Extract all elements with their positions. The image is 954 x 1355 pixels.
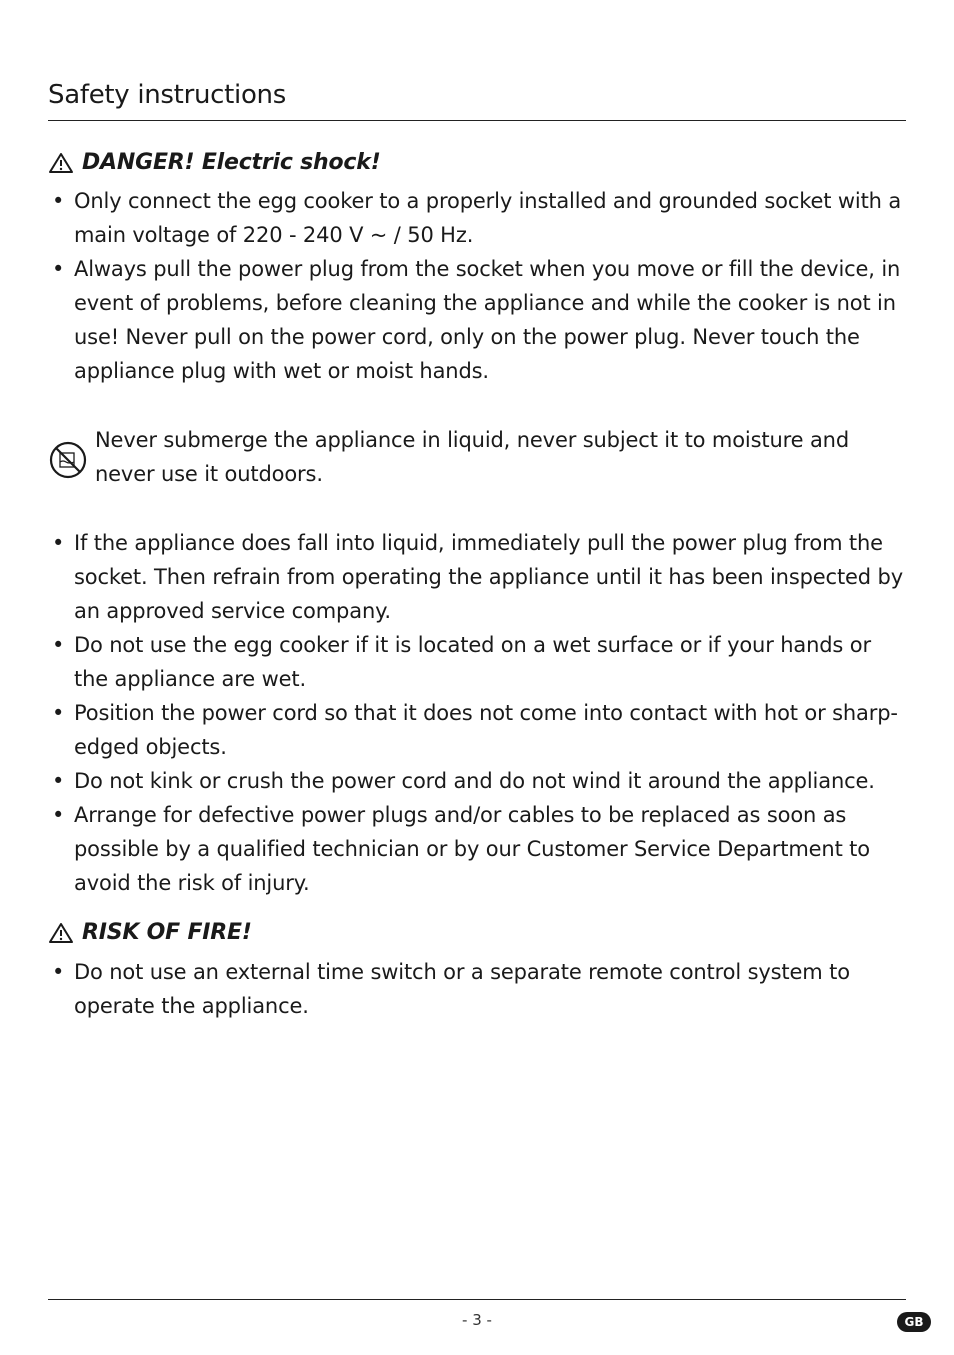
danger-electric-shock-heading — [48, 150, 381, 175]
title-divider — [48, 120, 906, 121]
page-title: Safety instructions — [48, 80, 286, 110]
list-item: • Do not use the egg cooker if it is located on a wet surface or if your hands or the appliance are wet. — [52, 633, 871, 691]
list-item: • Do not kink or crush the power cord and do not wind it around the appliance. — [52, 769, 875, 793]
list-item: • Arrange for defective power plugs and/or cables to be replaced as soon as possible by a qualified technician or by our Customer Service Department to avoid the risk of injury. — [52, 803, 870, 895]
list-item: • Position the power cord so that it does not come into contact with hot or sharp-edged objects. — [52, 701, 898, 759]
fire-risk-list — [48, 955, 910, 1023]
warning-triangle-icon — [48, 922, 74, 944]
list-item: • Do not use an external time switch or a separate remote control system to operate the appliance. — [52, 960, 850, 1018]
electric-shock-list — [48, 184, 910, 388]
notice-text: Never submerge the appliance in liquid, never subject it to moisture and never use it outdoors. — [95, 428, 850, 486]
language-badge: GB — [897, 1312, 931, 1332]
list-item: • Always pull the power plug from the socket when you move or fill the device, in event of problems, before cleaning the appliance and while the cooker is not in use! Never pull on the power cord, only on the power plug. Never touch the appliance plug with wet or moist hands. — [52, 257, 901, 383]
list-item: • If the appliance does fall into liquid, immediately pull the power plug from the socket. Then refrain from operating the appliance until it has been inspected by an approved service company. — [52, 531, 903, 623]
footer-divider — [48, 1299, 906, 1300]
warning-triangle-icon — [48, 152, 74, 174]
electrical-safety-list — [48, 526, 910, 900]
heading-text: DANGER! Electric shock! — [82, 150, 381, 175]
list-item: • Only connect the egg cooker to a properly installed and grounded socket with a main voltage of 220 - 240 V ~ / 50 Hz. — [52, 189, 902, 247]
heading-text: RISK OF FIRE! — [82, 920, 252, 945]
no-immersion-notice — [48, 423, 910, 493]
risk-of-fire-heading — [48, 920, 252, 945]
no-immersion-icon — [48, 440, 88, 480]
page-number: - 3 - — [462, 1311, 492, 1329]
